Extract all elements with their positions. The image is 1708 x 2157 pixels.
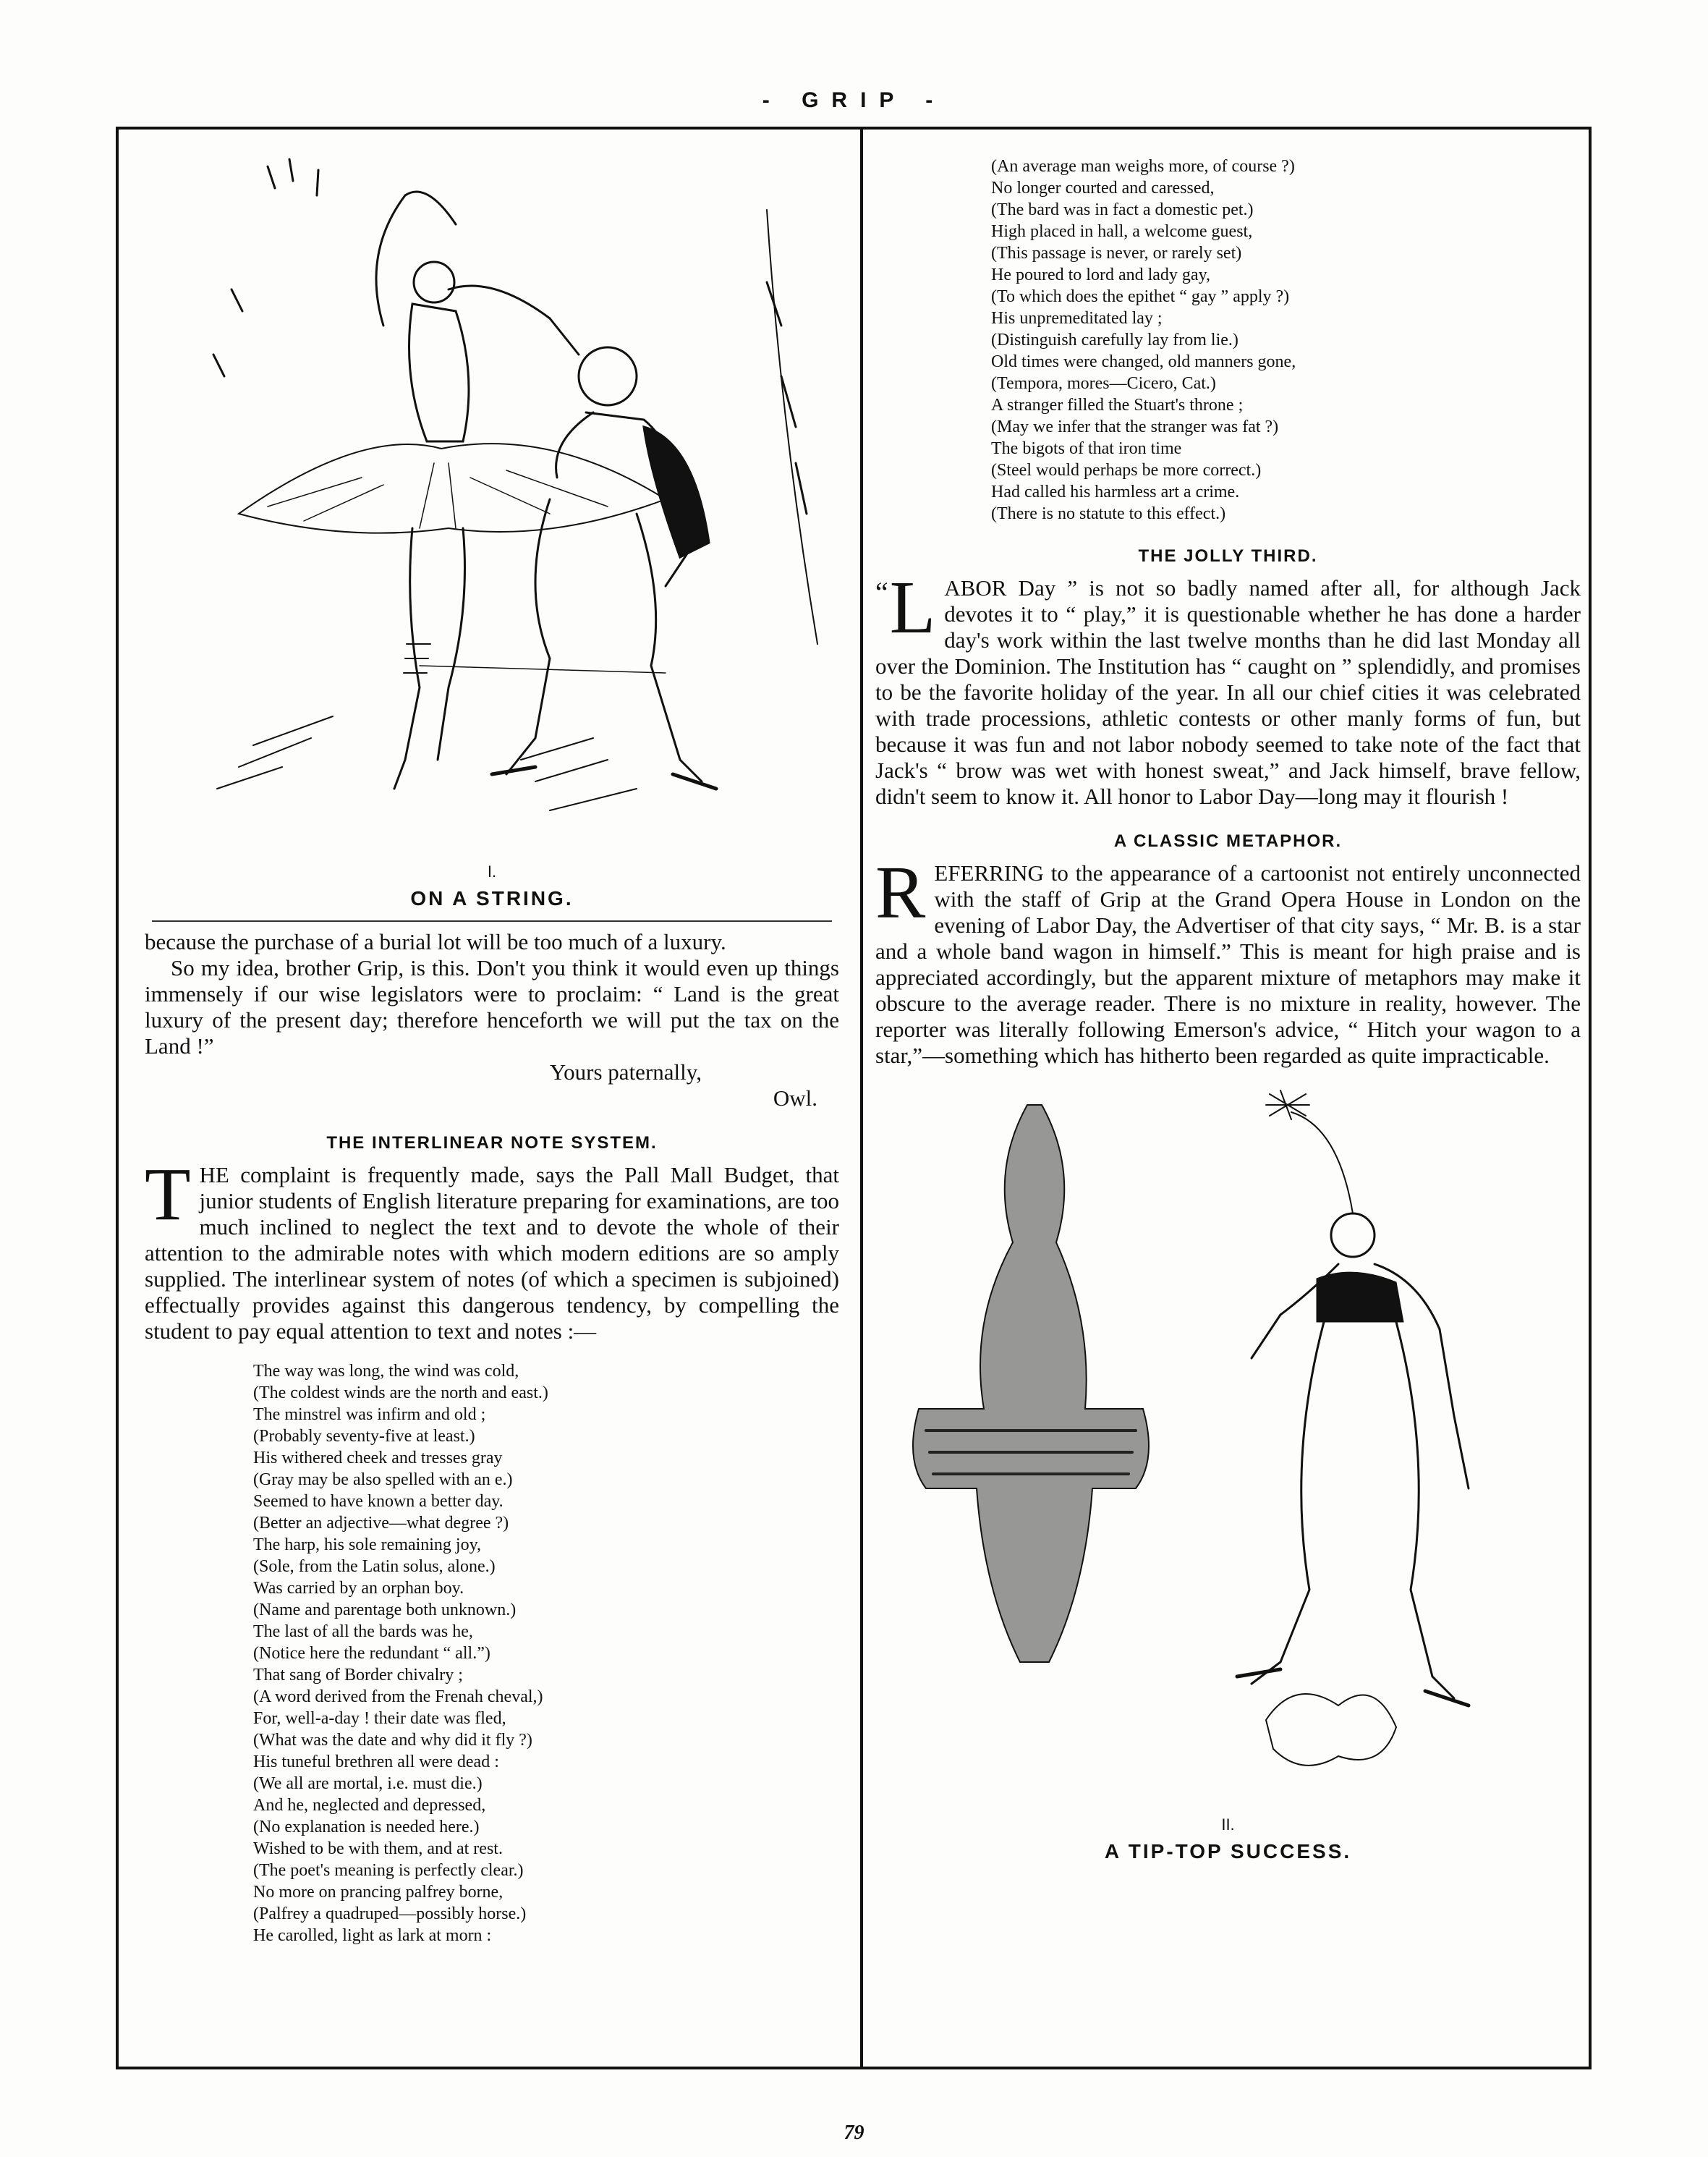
poem-line: Seemed to have known a better day.: [253, 1492, 504, 1511]
figure-number: I.: [487, 863, 497, 881]
poem-line: That sang of Border chivalry ;: [253, 1666, 463, 1685]
right-column: [875, 156, 1581, 1863]
poem-line: Was carried by an orphan boy.: [253, 1579, 464, 1598]
article-interlinear: [145, 1153, 839, 1344]
poem-line: (The poet's meaning is perfectly clear.): [253, 1861, 524, 1880]
drop-cap: L: [889, 566, 936, 649]
poem-line: He poured to lord and lady gay,: [991, 266, 1211, 284]
section-rule: [152, 920, 832, 922]
poem-line: His withered cheek and tresses gray: [253, 1449, 503, 1467]
letter-continued: [145, 929, 839, 1111]
poem-line: (The coldest winds are the north and east.): [253, 1383, 548, 1402]
poem-line: Old times were changed, old manners gone,: [991, 352, 1296, 371]
poem-line: The last of all the bards was he,: [253, 1622, 473, 1641]
poem-line: (Gray may be also spelled with an e.): [253, 1470, 513, 1489]
letter-sign-off: Yours paternally,: [549, 1059, 702, 1085]
poem-line: And he, neglected and depressed,: [253, 1796, 486, 1815]
poem-line: (There is no statute to this effect.): [991, 504, 1226, 523]
poem-line: (An average man weighs more, of course ?): [991, 157, 1295, 176]
poem-line: (Tempora, mores—Cicero, Cat.): [991, 374, 1216, 393]
article-heading: THE INTERLINEAR NOTE SYSTEM.: [326, 1133, 658, 1153]
article-classic-metaphor: [875, 851, 1581, 1069]
column-divider: [860, 127, 863, 2069]
cartoon-dancers-illustration: [145, 137, 839, 861]
article-text: HE complaint is frequently made, says the Pall Mall Budget, that junior students of English literature preparing for examinations, are too much inclined to neglect the text and to devote the whole of their attention to the admirable notes with which modern editions are so amply supplied. The interlinear system of notes (of which a specimen is subjoined) effectually provides against this dangerous tendency, by compelling the student to pay equal attention to text and notes :—: [145, 1162, 839, 1344]
poem-line: The bigots of that iron time: [991, 439, 1182, 458]
poem-line: For, well-a-day ! their date was fled,: [253, 1709, 506, 1728]
poem-line: No more on prancing palfrey borne,: [253, 1883, 504, 1902]
poem-line: (Notice here the redundant “ all.”): [253, 1644, 490, 1663]
interlinear-poem-continued: [875, 156, 1581, 525]
left-column: [145, 137, 839, 1946]
page-number: 79: [844, 2122, 864, 2144]
article-text: ABOR Day ” is not so badly named after all, for although Jack devotes it to “ play,” it is questionable whether he has done a harder day's work within the last twelve months than he did last Monday all over the Dominion. The Institution has “ caught on ” splendidly, and promises to be the favorite holiday of the year. In all our chief cities it was celebrated with trade processions, athletic contests or other manly forms of fun, but because it was fun and not labor nobody seemed to take note of the fact that Jack's “ brow was wet with honest sweat,” and Jack himself, brave fellow, didn't seem to know it. All honor to Labor Day—long may it flourish !: [875, 575, 1581, 809]
poem-line: (Palfrey a quadruped—possibly horse.): [253, 1904, 527, 1923]
figure-number: II.: [1221, 1815, 1235, 1834]
letter-paragraph: because the purchase of a burial lot will be too much of a luxury.: [145, 929, 726, 954]
poem-line: Had called his harmless art a crime.: [991, 483, 1240, 501]
cartoon-balancing-man-illustration: [875, 1083, 1581, 1814]
poem-line: (This passage is never, or rarely set): [991, 244, 1242, 263]
drop-cap: R: [875, 851, 926, 934]
article-heading: THE JOLLY THIRD.: [1138, 546, 1318, 566]
figure-caption: ON A STRING.: [410, 887, 574, 910]
poem-line: The minstrel was infirm and old ;: [253, 1405, 486, 1424]
cartoon-tip-top-success: [875, 1083, 1581, 1863]
poem-line: (We all are mortal, i.e. must die.): [253, 1774, 483, 1793]
poem-line: (Probably seventy-five at least.): [253, 1427, 475, 1446]
figure-caption: A TIP-TOP SUCCESS.: [1104, 1840, 1352, 1863]
poem-line: High placed in hall, a welcome guest,: [991, 222, 1253, 241]
poem-line: The way was long, the wind was cold,: [253, 1362, 519, 1381]
article-text: EFERRING to the appearance of a cartoonist not entirely unconnected with the staff of Grip at the Grand Opera House in London on the evening of Labor Day, the Advertiser of that city says, “ Mr. B. is a star and a whole band wagon in himself.” This is meant for high praise and is appreciated accordingly, but the apparent mixture of metaphors may make it obscure to the average reader. There is no mixture in reality, however. The reporter was literally following Emerson's advice, “ Hitch your wagon to a star,”—something which has hitherto been regarded as quite impracticable.: [875, 860, 1581, 1068]
poem-line: (A word derived from the Frenah cheval,): [253, 1687, 543, 1706]
poem-line: (Name and parentage both unknown.): [253, 1601, 517, 1619]
poem-line: (Sole, from the Latin solus, alone.): [253, 1557, 496, 1576]
poem-line: A stranger filled the Stuart's throne ;: [991, 396, 1244, 415]
poem-line: (What was the date and why did it fly ?): [253, 1731, 532, 1750]
opening-quote: “: [875, 576, 888, 609]
letter-signature: Owl.: [773, 1085, 817, 1111]
masthead: - GRIP -: [762, 88, 946, 112]
letter-paragraph: So my idea, brother Grip, is this. Don't you think it would even up things immensely if our wise legislators were to proclaim: “ Land is the great luxury of the present day; therefore henceforth we will put the tax on the Land !”: [145, 955, 839, 1059]
poem-line: (May we infer that the stranger was fat ?): [991, 418, 1279, 436]
poem-line: No longer courted and caressed,: [991, 179, 1215, 198]
poem-line: He carolled, light as lark at morn :: [253, 1926, 492, 1945]
cartoon-on-a-string: [145, 137, 839, 910]
poem-line: His tuneful brethren all were dead :: [253, 1753, 499, 1771]
drop-cap: T: [145, 1153, 191, 1236]
article-heading: A CLASSIC METAPHOR.: [1113, 831, 1343, 851]
interlinear-poem: [145, 1360, 839, 1946]
article-jolly-third: [875, 566, 1581, 810]
poem-line: Wished to be with them, and at rest.: [253, 1839, 503, 1858]
poem-line: (Better an adjective—what degree ?): [253, 1514, 509, 1533]
poem-line: (The bard was in fact a domestic pet.): [991, 200, 1254, 219]
poem-line: (Steel would perhaps be more correct.): [991, 461, 1262, 480]
poem-line: (No explanation is needed here.): [253, 1818, 480, 1836]
poem-line: (To which does the epithet “ gay ” apply ?): [991, 287, 1290, 306]
poem-line: (Distinguish carefully lay from lie.): [991, 331, 1238, 349]
poem-line: The harp, his sole remaining joy,: [253, 1535, 482, 1554]
poem-line: His unpremeditated lay ;: [991, 309, 1163, 328]
